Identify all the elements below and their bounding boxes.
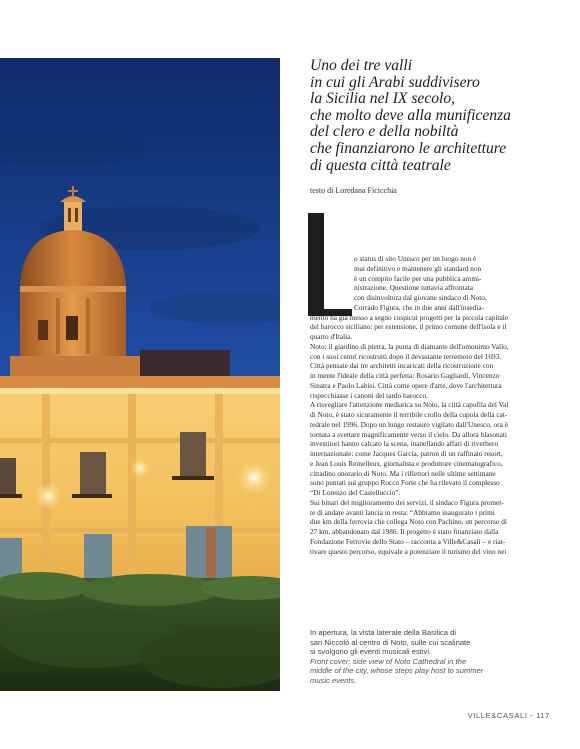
headline-line: che molto deve alla munificenza <box>310 106 511 124</box>
caption-line-english: music events. <box>310 675 357 685</box>
body-line: o status di sito Unesco per un luogo non è <box>354 254 477 263</box>
body-line: quarto d'Italia. <box>310 332 353 341</box>
headline-line: di questa città teatrale <box>310 156 451 174</box>
body-line: Corrado Figura, che in due anni dall'insedia- <box>354 302 484 312</box>
body-line: rispecchiasse i canoni del tardo barocco. <box>310 390 428 400</box>
body-line: tivare questo percorso, equivale a potenziare il turismo del vino nei <box>310 546 507 556</box>
body-line: Fondazione Ferrovie dello Stato – racconta a Ville&Casali – e riat- <box>310 536 506 546</box>
body-line: mento ha già messo a segno cospicui progetti per la piccola capitale <box>310 312 508 322</box>
headline-line: del clero e della nobiltà <box>310 123 459 141</box>
body-line: due km della ferrovia che collega Noto con Pachino, un percorso di <box>310 517 507 527</box>
body-line: “Di Lorenzo del Castelluccio”. <box>310 488 401 497</box>
body-line: cittadino onorario di Noto. Ma i riflettori nelle ultime settimane <box>310 468 496 478</box>
body-line: sono puntati sul gruppo Rocco Forte che ha rilevato il complesso <box>310 478 500 488</box>
body-line: 27 km, abbandonato dal 1986. Il progetto è stato finanziato dalla <box>310 527 499 536</box>
page-footer: VILLE&CASALI - 117 <box>467 711 550 720</box>
byline: testo di Loredana Ficicchia <box>310 186 397 195</box>
headline <box>310 58 572 174</box>
headline-line: in cui gli Arabi suddivisero <box>310 73 480 91</box>
body-line: è un compito facile per una pubblica ammi- <box>354 273 482 283</box>
body-line: del barocco siciliano: per estensione, il primo comune dell'isola e il <box>310 322 507 332</box>
body-line: te di andare avanti lancia in resta: “Abbiamo inaugurato i primi <box>310 507 495 517</box>
body-line: A risvegliare l'attenzione mediatica su Noto, la città capofila del Val <box>310 400 509 410</box>
body-line: e Jean Louis Remelleux, giornalista e produttore cinematografico, <box>310 458 503 468</box>
body-line: Sinatra e Paolo Labisi. Città come opere d'arte, dove l'architettura <box>310 380 502 390</box>
body-line: internazionale: come Jacques Garcia, patron di un raffinato resort, <box>310 449 503 458</box>
headline-line: Uno dei tre valli <box>310 57 413 74</box>
headline-line: la Sicilia nel IX secolo, <box>310 90 456 108</box>
body-line: di Noto, è stato sicuramente il terribile crollo della cupola della cat- <box>310 410 508 419</box>
body-line: in mente l'ideale della città perfetta: Rosario Gagliardi, Vincenzo <box>310 371 500 380</box>
caption-line: san Niccolò al centro di Noto, sulle cui scalinate <box>310 637 471 647</box>
body-line: nistrazione. Questione tuttavia affrontata <box>354 283 474 293</box>
headline-line: che finanziarono le architetture <box>310 139 507 157</box>
body-line: con disinvoltura dal giovane sindaco di Noto, <box>354 293 487 302</box>
cathedral-photo <box>0 58 280 691</box>
caption-line-english: middle of the city, whose steps play host to summer <box>310 666 484 676</box>
caption-line-english: Front cover: side view of Noto Cathedral in the <box>310 656 467 666</box>
body-line: tedrale nel 1996. Dopo un lungo restauro vigilato dall'Unesco, ora è <box>310 419 508 429</box>
body-line: investitori hanno calcato la scena, inanellando affari di riverbero <box>310 439 499 449</box>
caption-line: In apertura, la vista laterale della Basilica di <box>310 628 457 637</box>
body-line: con i suoi centri ricostruiti dopo il devastante terremoto del 1693. <box>310 351 502 361</box>
body-line: mai definitivo e mantenere gli standard non <box>354 263 482 273</box>
body-line: tornata a svettare magnificamente verso il cielo. Da allora blasonati <box>310 429 507 439</box>
body-line: Sui binari del miglioramento dei servizi, il sindaco Figura promet- <box>310 497 504 507</box>
body-line: Noto: il giardino di pietra, la punta di diamante dell'omonimo Vallo, <box>310 341 509 351</box>
photo-caption <box>310 628 550 686</box>
body-line: Città pensate dai tre architetti incaricati della ricostruzione con <box>310 361 494 371</box>
caption-line: si svolgono gli eventi musicali estivi. <box>310 647 432 657</box>
article-body <box>310 254 572 556</box>
